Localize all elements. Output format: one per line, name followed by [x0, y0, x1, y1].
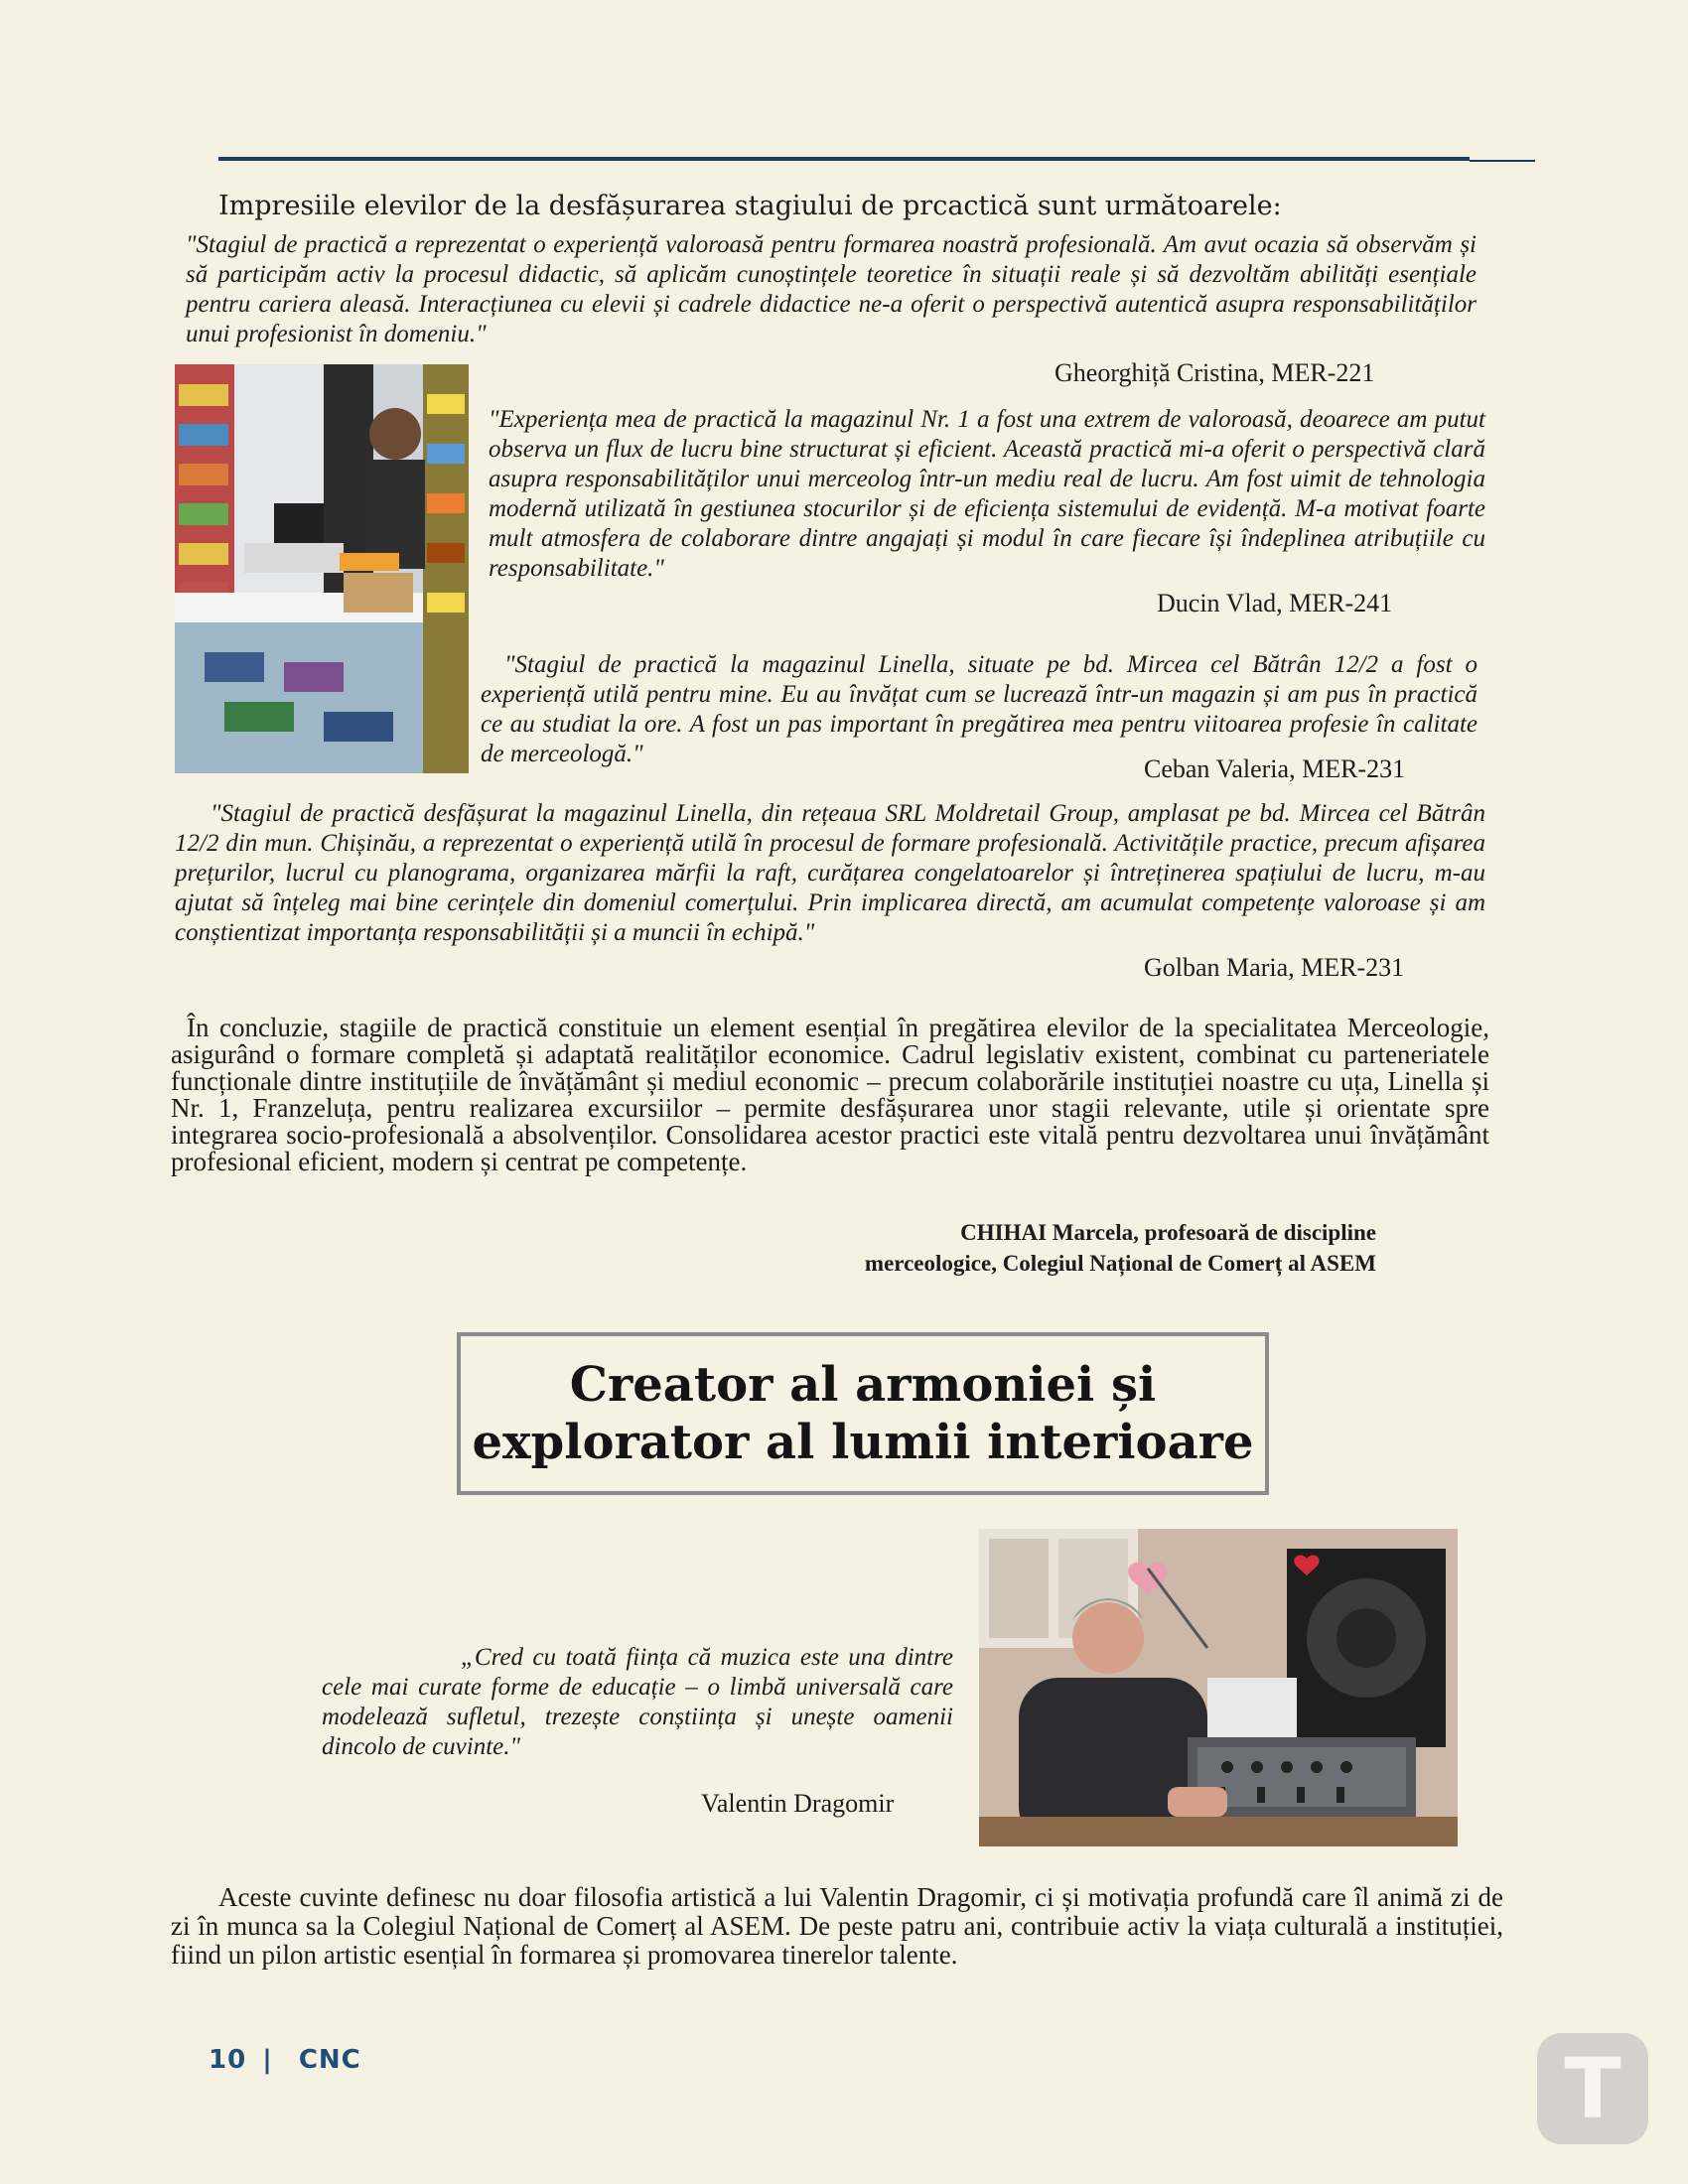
testimonial-1-text: "Stagiul de practică a reprezentat o experiență valoroasă pentru formarea noastră profesională. Am avut ocazia să observăm și să participăm activ la procesul didactic, să aplicăm cunoștințele teoretice în situații reale și să dezvoltăm abilități esențiale pentru cariera aleasă. Interacțiunea cu elevii și cadrele didactice ne-a oferit o perspectivă autentică asupra responsabilităților unui profesionist în domeniu.": [186, 231, 1477, 347]
testimonial-3-author: Ceban Valeria, MER-231: [1144, 754, 1406, 783]
testimonial-2-text: "Experiența mea de practică la magazinul Nr. 1 a fost una extrem de valoroasă, deoarece am putut observa un flux de lucru bine structurat și eficient. Această practică mi-a oferit o perspectivă clară asupra responsabilităților unui merceolog într-un mediu real de lucru. Am fost uimit de tehnologia modernă utilizată în gestiunea stocurilor și de eficiența sistemului de evidență. M-a motivat foarte mult atmosfera de colaborare dintre angajați și modul în care fiecare își îndeplinea atribuțiile cu responsabilitate.": [489, 406, 1485, 582]
testimonial-4-text: "Stagiul de practică desfășurat la magazinul Linella, din rețeaua SRL Moldretail Group, amplasat pe bd. Mircea cel Bătrân 12/2 din mun. Chișinău, a reprezentat o experiență utilă în procesul de formare profesională. Activitățile practice, precum afișarea prețurilor, lucrul cu planograma, organizarea mărfii la raft, curățarea congelatoarelor și întreținerea spațiului de lucru, m-au ajutat să înțeleg mai bine cerințele din domeniul comerțului. Prin implicarea directă, am acumulat competențe valoroase și am conștientizat importanța responsabilității și a muncii în echipă.": [175, 800, 1485, 946]
article-title-box: [457, 1332, 1269, 1495]
author-signature: [556, 1217, 1376, 1279]
signature-line-2: merceologice, Colegiul Național de Comerț al ASEM: [864, 1251, 1376, 1276]
logo-letter: T: [1564, 2040, 1621, 2137]
page-number: 10: [209, 2045, 247, 2075]
testimonial-2-author: Ducin Vlad, MER-241: [1157, 589, 1393, 617]
magazine-name: CNC: [298, 2045, 361, 2075]
store-practice-photo: [175, 364, 469, 773]
article-title-line-1: Creator al armoniei și: [569, 1357, 1157, 1413]
testimonial-4-author: Golban Maria, MER-231: [1144, 953, 1405, 982]
article-title-line-2: explorator al lumii interioare: [472, 1415, 1254, 1470]
header-rule: [218, 157, 1470, 161]
musician-quote-author: Valentin Dragomir: [701, 1789, 895, 1818]
intro-text: Impresiile elevilor de la desfășurarea stagiului de prcactică sunt următoarele:: [218, 191, 1282, 221]
article-body: Aceste cuvinte definesc nu doar filosofia artistică a lui Valentin Dragomir, ci și motivația profundă care îl animă zi de zi în munca sa la Colegiul Național de Comerț al ASEM. De peste patru ani, contribuie activ la viața culturală a instituției, fiind un pilon artistic esențial în formarea și promovarea tinerelor talente.: [171, 1882, 1503, 1970]
footer-separator: |: [262, 2045, 273, 2075]
testimonial-1-author: Gheorghiță Cristina, MER-221: [1055, 358, 1375, 387]
signature-line-1: CHIHAI Marcela, profesoară de discipline: [960, 1220, 1376, 1245]
musician-quote: „Cred cu toată ființa că muzica este una dintre cele mai curate forme de educație – o limbă universală care modelează sufletul, trezește conștiința și unește oamenii dincolo de cuvinte.": [322, 1644, 953, 1760]
header-rule-extension: [1470, 160, 1535, 162]
corner-logo-icon: [1537, 2033, 1648, 2144]
article-title: [472, 1356, 1253, 1471]
page-footer: [209, 2045, 361, 2075]
musician-photo: [979, 1529, 1458, 1846]
testimonial-3-text: "Stagiul de practică la magazinul Linella, situate pe bd. Mircea cel Bătrân 12/2 a fost o experiență utilă pentru mine. Eu au învățat cum se lucrează într-un magazin și am pus în practică ce au studiat la ore. A fost un pas important în pregătirea mea pentru viitoarea profesie în calitate de merceologă.": [481, 651, 1477, 767]
conclusion-paragraph: În concluzie, stagiile de practică constituie un element esențial în pregătirea elevilor de la specialitatea Merceologie, asigurând o formare completă și adaptată realităților economice. Cadrul legislativ existent, combinat cu parteneriatele funcționale dintre instituțiile de învățământ și mediul economic – precum colaborările instituției noastre cu uța, Linella și Nr. 1, Franzeluța, pentru realizarea excursiilor – permite desfășurarea unor stagii relevante, utile și orientate spre integrarea socio-profesională a absolvenților. Consolidarea acestor practici este vitală pentru dezvoltarea unui învățământ profesional eficient, modern și centrat pe competențe.: [171, 1013, 1489, 1176]
